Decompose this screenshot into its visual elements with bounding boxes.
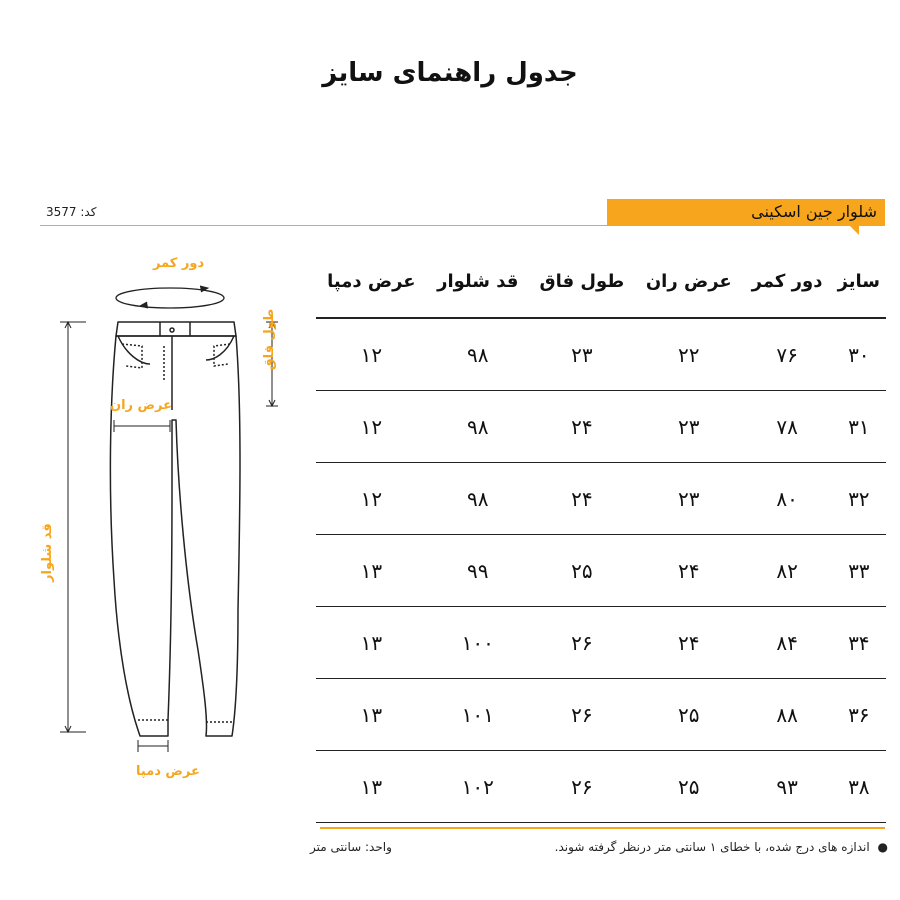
cell-rise: ۲۵ (529, 535, 635, 607)
cell-rise: ۲۶ (529, 751, 635, 823)
cell-length: ۹۸ (427, 318, 529, 391)
cell-hem: ۱۳ (316, 751, 427, 823)
tolerance-note (500, 840, 888, 854)
cell-size: ۳۴ (832, 607, 886, 679)
waist-label: دور کمر (153, 256, 205, 271)
table-row (316, 679, 886, 751)
cell-thigh: ۲۴ (635, 607, 743, 679)
length-dimension (60, 322, 86, 732)
cell-rise: ۲۶ (529, 679, 635, 751)
table-row (316, 535, 886, 607)
cell-rise: ۲۳ (529, 318, 635, 391)
jeans-outline-icon (110, 322, 240, 736)
footer-divider (320, 827, 885, 829)
thigh-label: عرض ران (110, 398, 173, 413)
cell-size: ۳۳ (832, 535, 886, 607)
header-divider (40, 225, 885, 226)
waist-measure-icon (116, 286, 224, 308)
cell-waist: ۸۲ (743, 535, 832, 607)
product-name-tab (607, 199, 885, 225)
cell-size: ۳۱ (832, 391, 886, 463)
tolerance-note-text: اندازه های درج شده، با خطای ۱ سانتی متر درنظر گرفته شوند. (554, 840, 870, 854)
table-row (316, 751, 886, 823)
cell-thigh: ۲۳ (635, 391, 743, 463)
cell-waist: ۸۰ (743, 463, 832, 535)
product-tab-corner (849, 225, 859, 235)
size-table (316, 245, 886, 823)
cell-waist: ۷۶ (743, 318, 832, 391)
length-label: قد شلوار (40, 523, 55, 582)
cell-waist: ۸۴ (743, 607, 832, 679)
table-header-row (316, 245, 886, 318)
header-length: قد شلوار (427, 245, 529, 318)
table-row (316, 318, 886, 391)
table-row (316, 607, 886, 679)
cell-size: ۳۸ (832, 751, 886, 823)
hem-dimension (138, 740, 168, 752)
cell-hem: ۱۳ (316, 679, 427, 751)
table-row (316, 463, 886, 535)
header-size: سایز (832, 245, 886, 318)
cell-thigh: ۲۴ (635, 535, 743, 607)
cell-hem: ۱۲ (316, 463, 427, 535)
cell-rise: ۲۴ (529, 391, 635, 463)
product-code: کد: 3577 (46, 205, 97, 219)
cell-size: ۳۰ (832, 318, 886, 391)
unit-note: واحد: سانتی متر (310, 840, 392, 854)
cell-waist: ۹۳ (743, 751, 832, 823)
cell-rise: ۲۴ (529, 463, 635, 535)
header-waist: دور کمر (743, 245, 832, 318)
cell-length: ۹۸ (427, 463, 529, 535)
cell-hem: ۱۲ (316, 391, 427, 463)
cell-thigh: ۲۲ (635, 318, 743, 391)
hem-label: عرض دمپا (136, 764, 200, 779)
thigh-dimension (114, 420, 170, 432)
cell-rise: ۲۶ (529, 607, 635, 679)
page-title: جدول راهنمای سایز (322, 58, 578, 88)
cell-length: ۱۰۲ (427, 751, 529, 823)
cell-length: ۹۸ (427, 391, 529, 463)
cell-size: ۳۶ (832, 679, 886, 751)
cell-length: ۹۹ (427, 535, 529, 607)
bullet-icon: ● (877, 840, 888, 854)
header-rise: طول فاق (529, 245, 635, 318)
header-thigh: عرض ران (635, 245, 743, 318)
product-name: شلوار جین اسکینی (751, 202, 877, 221)
size-table-container (316, 245, 886, 823)
cell-size: ۳۲ (832, 463, 886, 535)
table-row (316, 391, 886, 463)
cell-hem: ۱۳ (316, 535, 427, 607)
cell-length: ۱۰۱ (427, 679, 529, 751)
cell-thigh: ۲۳ (635, 463, 743, 535)
header-hem: عرض دمپا (316, 245, 427, 318)
rise-label: طول فاق (262, 308, 277, 370)
cell-hem: ۱۲ (316, 318, 427, 391)
jeans-figure (30, 250, 310, 790)
cell-waist: ۸۸ (743, 679, 832, 751)
cell-length: ۱۰۰ (427, 607, 529, 679)
cell-thigh: ۲۵ (635, 679, 743, 751)
cell-waist: ۷۸ (743, 391, 832, 463)
cell-thigh: ۲۵ (635, 751, 743, 823)
cell-hem: ۱۳ (316, 607, 427, 679)
